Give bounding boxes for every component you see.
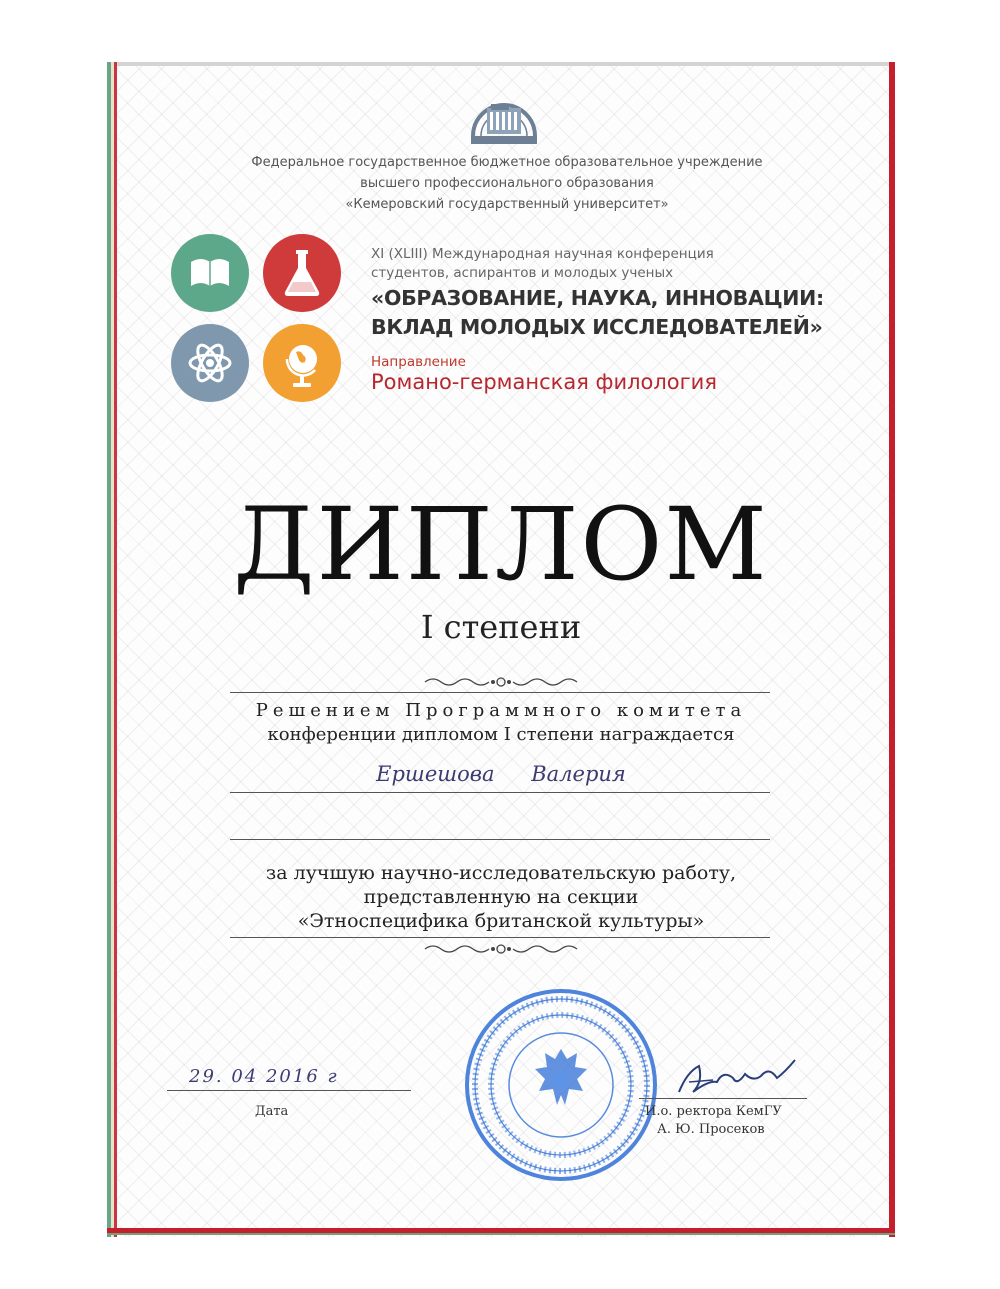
border-bottom <box>107 1225 895 1237</box>
blank-underline <box>230 839 770 840</box>
section-underline <box>230 937 770 938</box>
conference-line-2: студентов, аспирантов и молодых ученых <box>371 265 674 281</box>
rector-name: А. Ю. Просеков <box>657 1122 765 1137</box>
ornament-divider-icon <box>421 942 581 956</box>
direction-value: Романо-германская филология <box>371 370 717 394</box>
diploma-title: ДИПЛОМ <box>233 486 769 603</box>
reason-line-2: представленную на секции <box>363 886 639 908</box>
ornament-divider-icon <box>421 675 581 689</box>
divider-line <box>230 692 770 693</box>
official-seal-icon <box>463 987 659 1183</box>
conference-title-line-2: ВКЛАД МОЛОДЫХ ИССЛЕДОВАТЕЛЕЙ» <box>371 315 823 339</box>
rector-signature-icon <box>673 1052 803 1102</box>
recipient-name: Ершешова Валерия <box>376 762 626 786</box>
institution-line-1: Федеральное государственное бюджетное образовательное учреждение <box>251 155 763 170</box>
university-logo-icon <box>469 86 539 148</box>
reason-line-3: «Этноспецифика британской культуры» <box>297 910 705 932</box>
conference-title-line-1: «ОБРАЗОВАНИЕ, НАУКА, ИННОВАЦИИ: <box>371 286 824 310</box>
recipient-underline <box>230 792 770 793</box>
signature-underline <box>639 1098 807 1099</box>
date-underline <box>167 1090 411 1091</box>
border-top <box>107 62 895 66</box>
conference-line-1: XI (XLIII) Международная научная конференция <box>371 246 714 262</box>
direction-label: Направление <box>371 354 466 370</box>
date-value: 29. 04 2016 г <box>189 1066 339 1087</box>
diploma-degree: I степени <box>420 608 582 646</box>
rector-title: И.о. ректора КемГУ <box>645 1104 782 1119</box>
reason-line-1: за лучшую научно-исследовательскую работу, <box>265 862 737 884</box>
globe-icon <box>263 324 341 402</box>
atom-icon <box>171 324 249 402</box>
award-line-2: конференции дипломом I степени награждается <box>267 724 735 745</box>
book-icon <box>171 234 249 312</box>
institution-line-2: высшего профессионального образования <box>360 176 654 191</box>
flask-icon <box>263 234 341 312</box>
border-right <box>889 62 895 1237</box>
border-left <box>107 62 119 1237</box>
diploma-sheet <box>107 62 895 1237</box>
date-label: Дата <box>255 1104 289 1119</box>
institution-line-3: «Кемеровский государственный университет» <box>345 197 669 212</box>
award-line-1: Решением Программного комитета <box>255 700 747 721</box>
